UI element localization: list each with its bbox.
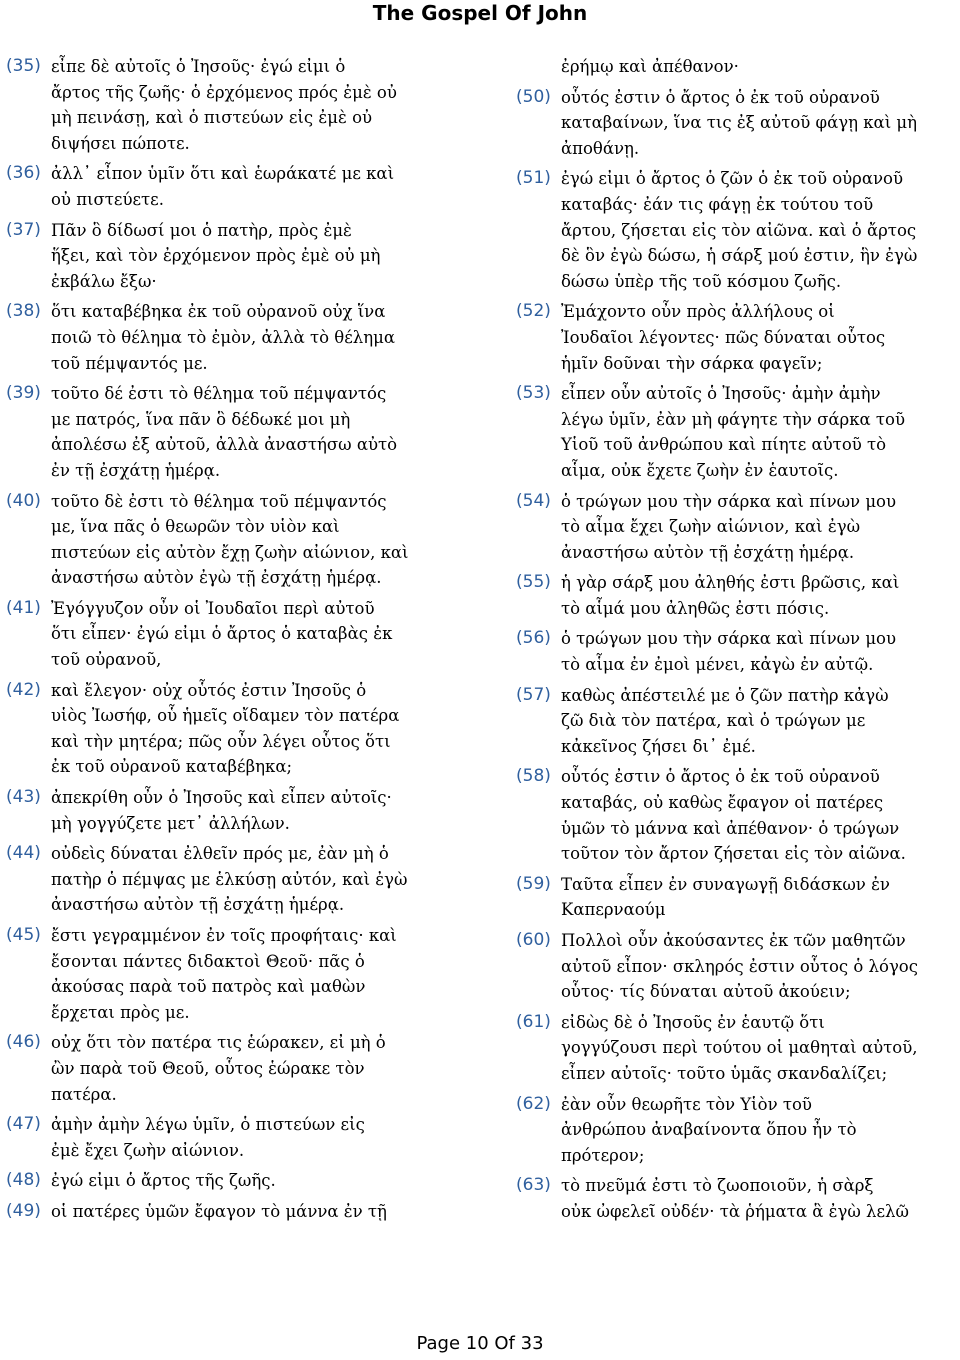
verse-line: εἶπεν αὐτοῖς· τοῦτο ὑμᾶς σκανδαλίζει;	[561, 1063, 888, 1083]
verse-line: Υἱοῦ τοῦ ἀνθρώπου καὶ πίητε αὐτοῦ τὸ	[561, 435, 887, 455]
verse	[516, 872, 956, 923]
verse-line: οὐδεὶς δύναται ἐλθεῖν πρός με, ἐὰν μὴ ὁ	[51, 844, 389, 864]
verse-line: εἰδὼς δὲ ὁ Ἰησοῦς ἐν ἑαυτῷ ὅτι	[561, 1012, 825, 1032]
verse-line: πατὴρ ὁ πέμψας με ἑλκύσῃ αὐτόν, καὶ ἐγὼ	[51, 869, 408, 889]
verse-text	[561, 166, 956, 294]
verse-line: τὸ αἷμα ἔχει ζωὴν αἰώνιον, καὶ ἐγὼ	[561, 517, 861, 537]
verse-line: οὗτος· τίς δύναται αὐτοῦ ἀκούειν;	[561, 982, 851, 1002]
verse-line: ὁ τρώγων μου τὴν σάρκα καὶ πίνων μου	[561, 491, 897, 511]
page-number-footer: Page 10 Of 33	[416, 1333, 544, 1354]
verse-line: τὸ αἷμα ἐν ἐμοὶ μένει, κἀγὼ ἐν αὐτῷ.	[561, 655, 874, 675]
verse	[6, 1199, 454, 1225]
verse-line: εἶπε δὲ αὐτοῖς ὁ Ἰησοῦς· ἐγώ εἰμι ὁ	[51, 57, 346, 76]
verse-line: ζῶ διὰ τὸν πατέρα, καὶ ὁ τρώγων με	[561, 711, 866, 731]
verse-line: γογγύζουσι περὶ τούτου οἱ μαθηταὶ αὐτοῦ,	[561, 1038, 918, 1058]
verse-line: κἀκεῖνος ζήσει δι᾽ ἐμέ.	[561, 736, 756, 756]
verse-line: οὐ πιστεύετε.	[51, 189, 164, 209]
verse-line: οὐχ ὅτι τὸν πατέρα τις ἑώρακεν, εἰ μὴ ὁ	[51, 1033, 386, 1053]
verse-line: ἀναστήσω αὐτὸν τῇ ἐσχάτῃ ἡμέρᾳ.	[51, 895, 345, 915]
verse-line: πρότερον;	[561, 1145, 645, 1165]
verse-line: ὁ τρώγων μου τὴν σάρκα καὶ πίνων μου	[561, 629, 897, 649]
verse-line: με, ἵνα πᾶς ὁ θεωρῶν τὸν υἱὸν καὶ	[51, 517, 340, 537]
verse	[6, 1030, 454, 1107]
verse	[516, 1010, 956, 1087]
verse-text	[51, 923, 454, 1025]
verse-number: (35)	[6, 56, 41, 76]
verse-line: τοῦτον τὸν ἄρτον ζήσεται εἰς τὸν αἰῶνα.	[561, 844, 906, 864]
verse-number: (50)	[516, 86, 551, 107]
verse-line: ἐν τῇ ἐσχάτῃ ἡμέρᾳ.	[51, 460, 221, 480]
verse-line: ἔσονται πάντες διδακτοὶ Θεοῦ· πᾶς ὁ	[51, 951, 365, 971]
verse-text	[51, 1199, 454, 1225]
verse-line: ἡ γὰρ σάρξ μου ἀληθής ἐστι βρῶσις, καὶ	[561, 573, 900, 593]
verse-text	[51, 54, 454, 156]
verse-line: οὐκ ὠφελεῖ οὐδέν· τὰ ῥήματα ἃ ἐγὼ λελῶ	[561, 1201, 909, 1221]
verse	[516, 683, 956, 760]
verse	[6, 218, 454, 295]
verse-line: ὢν παρὰ τοῦ Θεοῦ, οὗτος ἑώρακε τὸν	[51, 1058, 365, 1078]
verse-line: Ἐμάχοντο οὖν πρὸς ἀλλήλους οἱ	[561, 302, 835, 322]
verse-line: οὗτός ἐστιν ὁ ἄρτος ὁ ἐκ τοῦ οὐρανοῦ	[561, 767, 880, 787]
verse-line: καταβάς· ἐάν τις φάγῃ ἐκ τούτου τοῦ	[561, 194, 874, 214]
verse-line: δώσω ὑπὲρ τῆς τοῦ κόσμου ζωῆς.	[561, 271, 842, 291]
verse-text	[51, 596, 454, 673]
verse-number: (37)	[6, 219, 41, 240]
verse-line: μὴ πεινάσῃ, καὶ ὁ πιστεύων εἰς ἐμὲ οὐ	[51, 108, 373, 128]
verse-number: (49)	[6, 1200, 41, 1221]
verse	[6, 161, 454, 212]
verse-text	[561, 381, 956, 483]
verse-text	[561, 683, 956, 760]
verse-number: (41)	[6, 597, 41, 618]
verse-line: ἐγώ εἰμι ὁ ἄρτος τῆς ζωῆς.	[51, 1171, 276, 1191]
verse	[516, 299, 956, 376]
verse-line: καταβαίνων, ἵνα τις ἐξ αὐτοῦ φάγῃ καὶ μὴ	[561, 113, 918, 133]
verse-line: ἐκ τοῦ οὐρανοῦ καταβέβηκα;	[51, 757, 293, 777]
verse-line: ἀναστήσω αὐτὸν ἐγὼ τῇ ἐσχάτῃ ἡμέρᾳ.	[51, 568, 382, 588]
verse-number: (38)	[6, 301, 41, 322]
verse-number: (51)	[516, 168, 551, 189]
verse	[6, 1112, 454, 1163]
verse-line: πατέρα.	[51, 1084, 117, 1104]
verse	[6, 923, 454, 1025]
verse-line: τοῦτο δὲ ἐστι τὸ θέλημα τοῦ πέμψαντός	[51, 491, 387, 511]
verse	[516, 1092, 956, 1169]
verse-line: καταβάς, οὐ καθὼς ἔφαγον οἱ πατέρες	[561, 793, 884, 813]
verse-number: (42)	[6, 679, 41, 700]
verse-line: ἔρχεται πρὸς με.	[51, 1002, 190, 1022]
verse-number: (61)	[516, 1011, 551, 1032]
verse	[6, 54, 454, 156]
verse	[516, 928, 956, 1005]
verse	[6, 596, 454, 673]
verse-line: πιστεύων εἰς αὐτὸν ἔχῃ ζωὴν αἰώνιον, καὶ	[51, 542, 409, 562]
page-header-title: The Gospel Of John	[372, 1, 588, 25]
verse-number: (62)	[516, 1093, 551, 1114]
verse	[516, 489, 956, 566]
verse-line: μὴ γογγύζετε μετ᾽ ἀλλήλων.	[51, 813, 290, 833]
verse-text	[561, 928, 956, 1005]
verse-line: Ἐγόγγυζον οὖν οἱ Ἰουδαῖοι περὶ αὐτοῦ	[51, 598, 375, 618]
verse-number: (63)	[516, 1175, 551, 1196]
verse-number: (57)	[516, 684, 551, 705]
verse	[516, 381, 956, 483]
verse-number: (54)	[516, 490, 551, 511]
verse-text	[561, 1173, 956, 1224]
verse-line: ἀναστήσω αὐτὸν τῇ ἐσχάτῃ ἡμέρᾳ.	[561, 542, 855, 562]
verse-line: τοῦ οὐρανοῦ,	[51, 650, 162, 670]
verse	[516, 764, 956, 866]
verse-line: Καπερναούμ	[561, 900, 666, 920]
verse-number: (55)	[516, 572, 551, 593]
verse-line: ἀνθρώπου ἀναβαίνοντα ὅπου ἦν τὸ	[561, 1120, 857, 1140]
verse-line: υἱὸς Ἰωσήφ, οὗ ἡμεῖς οἴδαμεν τὸν πατέρα	[51, 706, 400, 726]
verse-text	[51, 1112, 454, 1163]
verse-number: (48)	[6, 1170, 41, 1191]
verse-text	[561, 570, 956, 621]
verse-number: (45)	[6, 925, 41, 945]
verse-text	[561, 489, 956, 566]
verse-line: καὶ τὴν μητέρα; πῶς οὖν λέγει οὗτος ὅτι	[51, 731, 391, 751]
verse-number: (39)	[6, 383, 41, 404]
verse-line: ἀκούσας παρὰ τοῦ πατρὸς καὶ μαθὼν	[51, 977, 366, 997]
verse-number: (58)	[516, 766, 551, 787]
verse-line: Πᾶν ὃ δίδωσί μοι ὁ πατὴρ, πρὸς ἐμὲ	[51, 220, 352, 240]
verse-line: τοῦτο δέ ἐστι τὸ θέλημα τοῦ πέμψαντός	[51, 384, 387, 404]
verse	[6, 299, 454, 376]
verse-line: ἐὰν οὖν θεωρῆτε τὸν Υἱὸν τοῦ	[561, 1094, 812, 1114]
verse-line: ἡμῖν δοῦναι τὴν σάρκα φαγεῖν;	[561, 353, 823, 373]
verse-text	[561, 1092, 956, 1169]
verse-text	[561, 54, 956, 80]
verse-line: τοῦ πέμψαντός με.	[51, 353, 208, 373]
verse	[6, 1168, 454, 1194]
verse-number: (46)	[6, 1032, 41, 1053]
verse-number: (52)	[516, 301, 551, 322]
verse-line: διψήσει πώποτε.	[51, 133, 190, 153]
verse-line: Ἰουδαῖοι λέγοντες· πῶς δύναται οὗτος	[561, 327, 886, 347]
verse	[6, 489, 454, 591]
verse-text	[561, 764, 956, 866]
verse-text	[51, 381, 454, 483]
verse-line: δὲ ὃν ἐγὼ δώσω, ἡ σάρξ μού ἐστιν, ἣν ἐγὼ	[561, 246, 918, 266]
verse-text	[51, 489, 454, 591]
verse	[516, 166, 956, 294]
verse	[516, 54, 956, 80]
verse	[6, 678, 454, 780]
verse-line: ὑμῶν τὸ μάννα καὶ ἀπέθανον· ὁ τρώγων	[561, 818, 900, 838]
verse-line: καθὼς ἀπέστειλέ με ὁ ζῶν πατὴρ κἀγὼ	[561, 685, 889, 705]
verse-number: (40)	[6, 490, 41, 511]
verse-line: ποιῶ τὸ θέλημα τὸ ἐμὸν, ἀλλὰ τὸ θέλημα	[51, 327, 395, 347]
verse-line: καὶ ἔλεγον· οὐχ οὗτός ἐστιν Ἰησοῦς ὁ	[51, 680, 367, 700]
verse-line: ἐμὲ ἔχει ζωὴν αἰώνιον.	[51, 1140, 245, 1160]
verse-text	[561, 626, 956, 677]
verse-line: ἥξει, καὶ τὸν ἐρχόμενον πρὸς ἐμὲ οὐ μὴ	[51, 246, 381, 266]
verse-line: οὗτός ἐστιν ὁ ἄρτος ὁ ἐκ τοῦ οὐρανοῦ	[561, 87, 880, 107]
verse-line: ἀλλ᾽ εἶπον ὑμῖν ὅτι καὶ ἑωράκατέ με καὶ	[51, 164, 395, 184]
verse-text	[51, 678, 454, 780]
verse-line: ὅτι εἶπεν· ἐγώ εἰμι ὁ ἄρτος ὁ καταβὰς ἐκ	[51, 624, 393, 644]
right-text-column	[516, 54, 956, 1230]
verse-number: (44)	[6, 843, 41, 864]
verse-line: ἄρτου, ζήσεται εἰς τὸν αἰῶνα. καὶ ὁ ἄρτος	[561, 220, 917, 240]
verse-line: τὸ πνεῦμά ἐστι τὸ ζωοποιοῦν, ἡ σὰρξ	[561, 1176, 874, 1196]
left-text-column	[6, 54, 454, 1230]
verse	[6, 785, 454, 836]
verse-number: (43)	[6, 787, 41, 808]
verse-line: ἀμὴν ἀμὴν λέγω ὑμῖν, ὁ πιστεύων εἰς	[51, 1115, 365, 1135]
verse-line: ἀπολέσω ἐξ αὐτοῦ, ἀλλὰ ἀναστήσω αὐτὸ	[51, 435, 398, 455]
verse-line: ἀποθάνῃ.	[561, 138, 640, 158]
verse-text	[51, 841, 454, 918]
verse-line: λέγω ὑμῖν, ἐὰν μὴ φάγητε τὴν σάρκα τοῦ	[561, 409, 905, 429]
verse	[6, 841, 454, 918]
verse-line: Ταῦτα εἶπεν ἐν συναγωγῇ διδάσκων ἐν	[561, 874, 890, 894]
verse-text	[561, 299, 956, 376]
verse-number: (56)	[516, 628, 551, 649]
verse-line: ἔστι γεγραμμένον ἐν τοῖς προφήταις· καὶ	[51, 926, 397, 945]
verse-text	[51, 1168, 454, 1194]
verse-line: τὸ αἷμά μου ἀληθῶς ἐστι πόσις.	[561, 598, 830, 618]
verse-text	[51, 1030, 454, 1107]
verse-number: (60)	[516, 930, 551, 950]
verse-line: οἱ πατέρες ὑμῶν ἔφαγον τὸ μάννα ἐν τῇ	[51, 1201, 387, 1221]
verse-number: (53)	[516, 383, 551, 404]
verse-line: ὅτι καταβέβηκα ἐκ τοῦ οὐρανοῦ οὐχ ἵνα	[51, 302, 386, 322]
verse-text	[51, 161, 454, 212]
verse-line: ἄρτος τῆς ζωῆς· ὁ ἐρχόμενος πρός ἐμὲ οὐ	[51, 82, 397, 102]
verse-line: ἐρήμῳ καὶ ἀπέθανον·	[561, 57, 739, 76]
verse-text	[51, 299, 454, 376]
verse-line: αὐτοῦ εἶπον· σκληρός ἐστιν οὗτος ὁ λόγος	[561, 956, 918, 976]
verse-text	[51, 785, 454, 836]
verse-line: ἐγώ εἰμι ὁ ἄρτος ὁ ζῶν ὁ ἐκ τοῦ οὐρανοῦ	[561, 169, 904, 189]
verse	[516, 570, 956, 621]
verse	[6, 381, 454, 483]
verse-line: εἶπεν οὖν αὐτοῖς ὁ Ἰησοῦς· ἀμὴν ἀμὴν	[561, 384, 881, 404]
verse-number: (36)	[6, 163, 41, 184]
verse-number: (47)	[6, 1114, 41, 1135]
verse-text	[51, 218, 454, 295]
verse	[516, 626, 956, 677]
verse-text	[561, 85, 956, 162]
verse	[516, 85, 956, 162]
verse-text	[561, 1010, 956, 1087]
verse-line: Πολλοὶ οὖν ἀκούσαντες ἐκ τῶν μαθητῶν	[561, 931, 906, 950]
verse-line: ἐκβάλω ἔξω·	[51, 271, 157, 291]
verse-text	[561, 872, 956, 923]
verse-number: (59)	[516, 873, 551, 894]
verse-line: αἷμα, οὐκ ἔχετε ζωὴν ἐν ἑαυτοῖς.	[561, 460, 839, 480]
verse	[516, 1173, 956, 1224]
verse-line: με πατρός, ἵνα πᾶν ὃ δέδωκέ μοι μὴ	[51, 409, 351, 429]
verse-line: ἀπεκρίθη οὖν ὁ Ἰησοῦς καὶ εἶπεν αὐτοῖς·	[51, 788, 392, 808]
